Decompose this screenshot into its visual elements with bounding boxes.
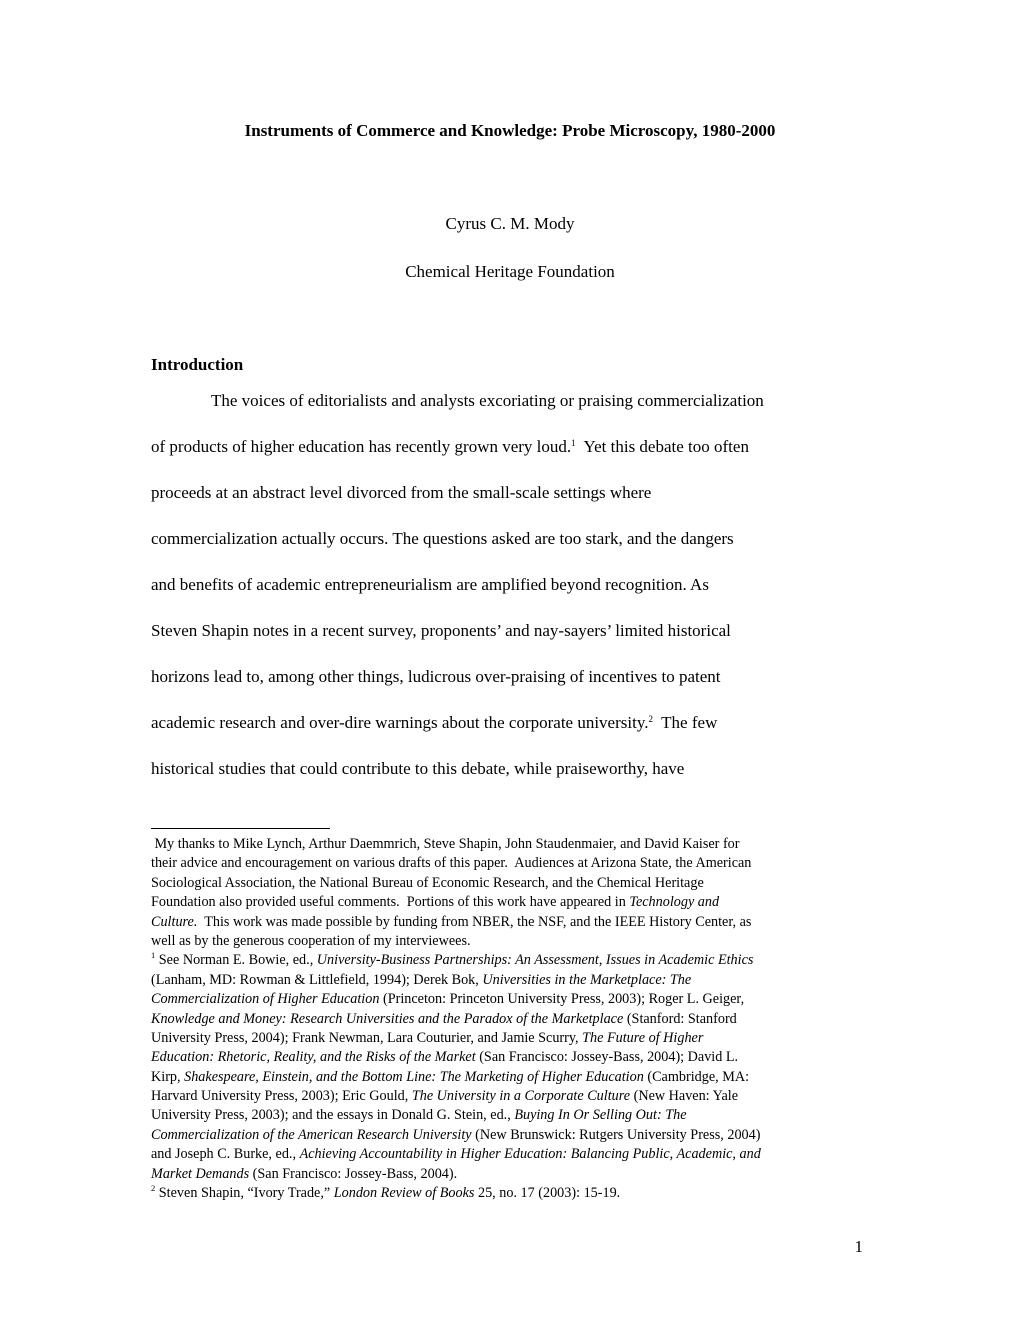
footnote-line: Education: Rhetoric, Reality, and the Risks of the Market (San Francisco: Jossey-Bass, 2004); David L. bbox=[151, 1049, 739, 1066]
footnotes bbox=[151, 835, 881, 1203]
body-paragraph bbox=[151, 378, 871, 792]
footnote-line: $^1$ See Norman E. Bowie, ed., University-Business Partnerships: An Assessment, Issues in Academic Ethics bbox=[151, 950, 754, 969]
body-line: historical studies that could contribute to this debate, while praiseworthy, have bbox=[151, 759, 685, 778]
section-heading: Introduction bbox=[151, 355, 244, 374]
footnote-line: My thanks to Mike Lynch, Arthur Daemmrich, Steve Shapin, John Staudenmaier, and David Kaiser for bbox=[151, 836, 740, 852]
footnote-line: Kirp, Shakespeare, Einstein, and the Bottom Line: The Marketing of Higher Education (Cambridge, MA: bbox=[151, 1068, 750, 1085]
author-name: Cyrus C. M. Mody bbox=[445, 214, 575, 233]
footnote-line: Commercialization of the American Research University (New Brunswick: Rutgers University Press, 2004) bbox=[151, 1126, 761, 1143]
body-line: academic research and over-dire warnings about the corporate university.$^2$ The few bbox=[151, 713, 718, 732]
footnote-line: Harvard University Press, 2003); Eric Gould, The University in a Corporate Culture (New Haven: Yale bbox=[151, 1088, 739, 1105]
footnote-line: Culture. This work was made possible by funding from NBER, the NSF, and the IEEE History Center, as bbox=[151, 913, 752, 930]
footnote-ref: 2 bbox=[648, 714, 653, 724]
footnote-line: Commercialization of Higher Education (Princeton: Princeton University Press, 2003); Roger L. Geiger, bbox=[151, 991, 745, 1008]
body-line: horizons lead to, among other things, ludicrous over-praising of incentives to patent bbox=[151, 667, 721, 686]
body-line: proceeds at an abstract level divorced from the small-scale settings where bbox=[151, 483, 652, 502]
footnote-line: $^2$ Steven Shapin, “Ivory Trade,” London Review of Books 25, no. 17 (2003): 15-19. bbox=[151, 1183, 621, 1202]
footnote-line: Knowledge and Money: Research Universities and the Paradox of the Marketplace (Stanford: Stanford bbox=[151, 1010, 737, 1027]
footnote-separator bbox=[151, 828, 330, 829]
body-line: Steven Shapin notes in a recent survey, proponents’ and nay-sayers’ limited historical bbox=[151, 621, 731, 640]
footnote-line: their advice and encouragement on various drafts of this paper. Audiences at Arizona State, the American bbox=[151, 855, 752, 872]
footnote-line: Sociological Association, the National Bureau of Economic Research, and the Chemical Heritage bbox=[151, 874, 704, 891]
body-line: of products of higher education has recently grown very loud.$^1$ Yet this debate too often bbox=[151, 437, 749, 456]
footnote-line: and Joseph C. Burke, ed., Achieving Accountability in Higher Education: Balancing Public, Academic, and bbox=[151, 1146, 761, 1163]
footnote-line: University Press, 2004); Frank Newman, Lara Couturier, and Jamie Scurry, The Future of Higher bbox=[151, 1029, 704, 1046]
body-line: commercialization actually occurs. The questions asked are too stark, and the dangers bbox=[151, 529, 734, 548]
author-affiliation: Chemical Heritage Foundation bbox=[405, 262, 615, 281]
footnote-line: (Lanham, MD: Rowman & Littlefield, 1994); Derek Bok, Universities in the Marketplace: The bbox=[151, 971, 692, 988]
body-line: and benefits of academic entrepreneurialism are amplified beyond recognition. As bbox=[151, 575, 709, 594]
footnote-line: well as by the generous cooperation of my interviewees. bbox=[151, 932, 471, 949]
footnote-line: Foundation also provided useful comments. Portions of this work have appeared in Technology and bbox=[151, 894, 720, 911]
footnote-ref: 1 bbox=[571, 438, 576, 448]
paper-title: Instruments of Commerce and Knowledge: Probe Microscopy, 1980-2000 bbox=[244, 121, 776, 140]
body-line: The voices of editorialists and analysts excoriating or praising commercialization bbox=[211, 391, 764, 410]
footnote-line: University Press, 2003); and the essays in Donald G. Stein, ed., Buying In Or Selling Out: The bbox=[151, 1107, 687, 1124]
footnote-line: Market Demands (San Francisco: Jossey-Bass, 2004). bbox=[151, 1165, 458, 1182]
page-number: 1 bbox=[854, 1237, 863, 1256]
